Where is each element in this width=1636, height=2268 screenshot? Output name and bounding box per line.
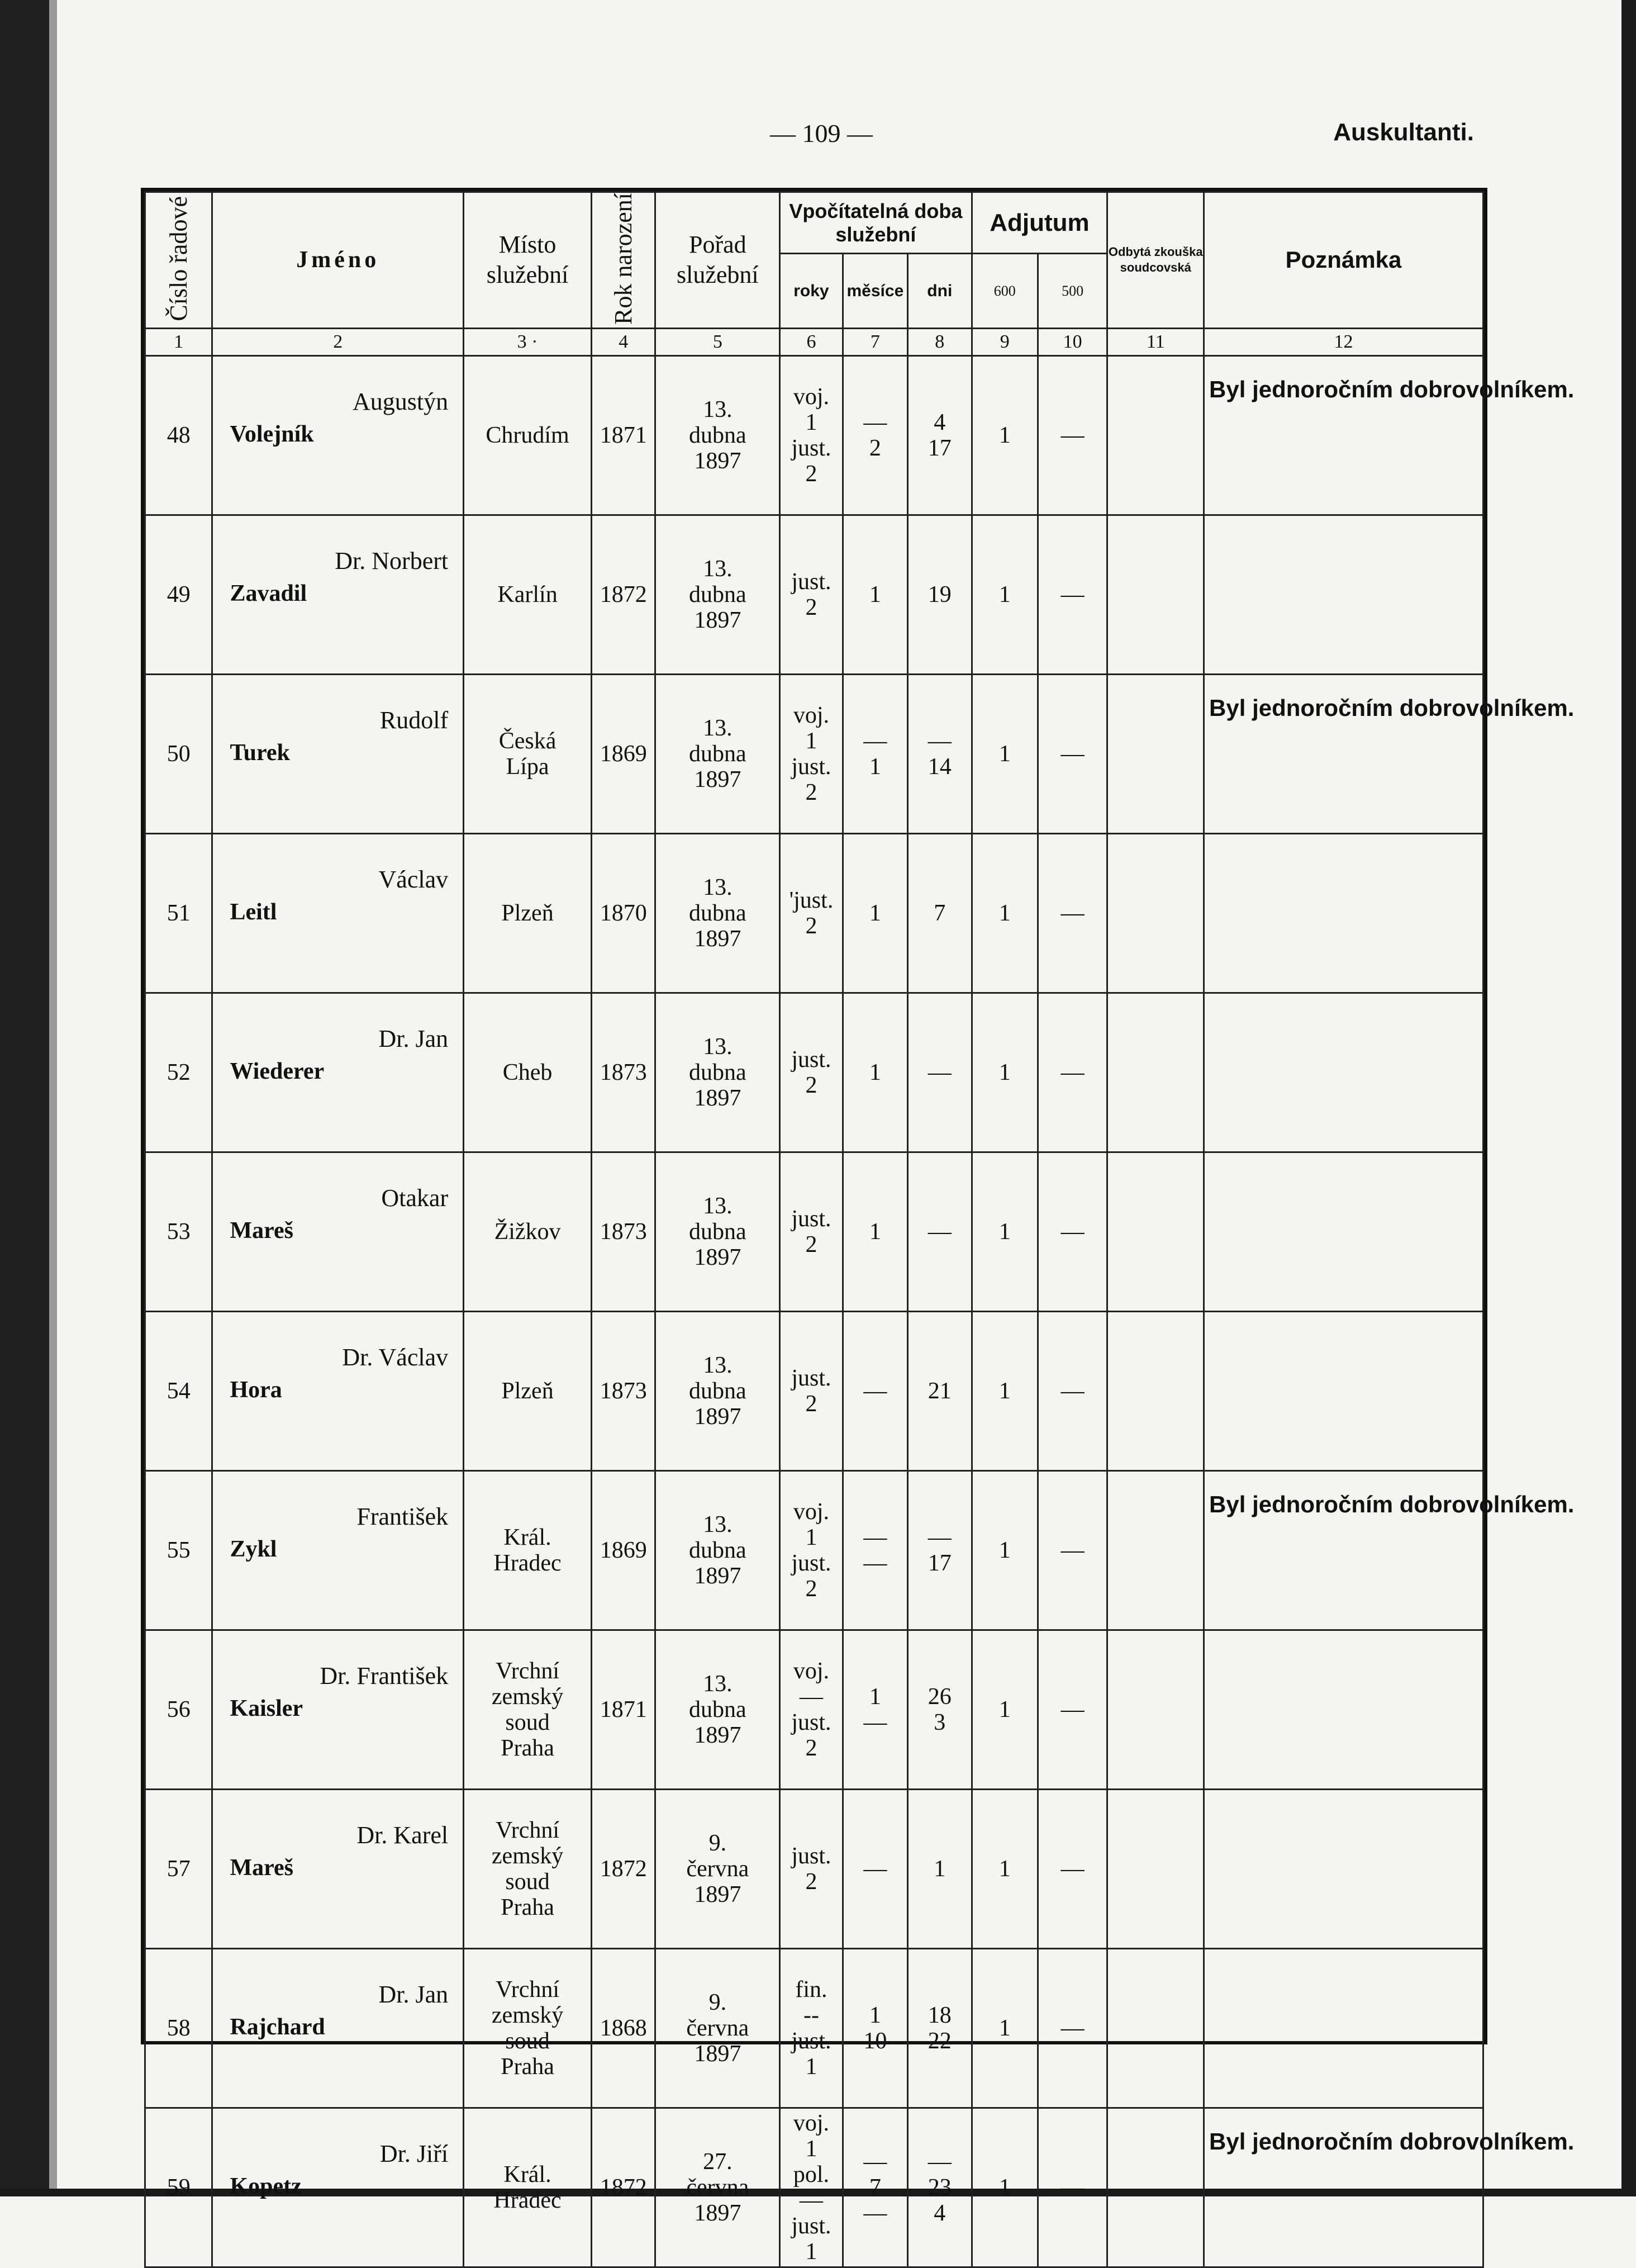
adjutum-500: — (1038, 993, 1107, 1152)
birth-year: 1873 (591, 993, 655, 1152)
service-date: 9. června 1897 (655, 1948, 780, 2108)
judge-exam (1107, 674, 1204, 833)
service-years: just. 2 (780, 515, 843, 674)
name-cell (212, 1948, 464, 2108)
header-cislo: Číslo řadové (145, 192, 212, 329)
service-months: 1 10 (843, 1948, 907, 2108)
surname: Turek (230, 739, 290, 766)
name-cell (212, 1311, 464, 1470)
table-row (145, 993, 1483, 1152)
service-date: 13. dubna 1897 (655, 355, 780, 515)
header-jmeno: Jméno (212, 192, 464, 329)
place-of-service: Karlín (464, 515, 592, 674)
judge-exam (1107, 1152, 1204, 1311)
header-rok: Rok narození (591, 192, 655, 329)
service-months: — (843, 1789, 907, 1948)
surname: Wiederer (230, 1058, 325, 1084)
service-days: — 14 (908, 674, 972, 833)
service-years: voj. 1 just. 2 (780, 355, 843, 515)
service-years: fin. -- just. 1 (780, 1948, 843, 2108)
section-title: Auskultanti. (1333, 118, 1474, 146)
given-name: František (356, 1502, 449, 1530)
birth-year: 1871 (591, 355, 655, 515)
birth-year: 1870 (591, 833, 655, 993)
place-of-service: Král. Hradec (464, 1470, 592, 1630)
service-days: — (908, 993, 972, 1152)
page-number: — 109 — (770, 119, 873, 148)
row-number: 52 (145, 993, 212, 1152)
service-days: 1 (908, 1789, 972, 1948)
judge-exam (1107, 833, 1204, 993)
service-date: 13. dubna 1897 (655, 1152, 780, 1311)
service-months: — 1 (843, 674, 907, 833)
service-years: voj. 1 pol. — just. 1 (780, 2108, 843, 2267)
surname: Kopetz (230, 2173, 302, 2199)
header-doba: Vpočítatelná doba služební (780, 192, 972, 254)
service-years: voj. — just. 2 (780, 1630, 843, 1789)
name-cell (212, 674, 464, 833)
surname: Kaisler (230, 1695, 303, 1721)
place-of-service: Žižkov (464, 1152, 592, 1311)
service-date: 13. dubna 1897 (655, 515, 780, 674)
remark (1204, 833, 1483, 993)
service-years: just. 2 (780, 1152, 843, 1311)
scan-edge-shadow (49, 0, 57, 2196)
service-date: 9. června 1897 (655, 1789, 780, 1948)
table-row (145, 1470, 1483, 1630)
row-number: 57 (145, 1789, 212, 1948)
place-of-service: Vrchní zemský soud Praha (464, 1789, 592, 1948)
service-years: just. 2 (780, 993, 843, 1152)
birth-year: 1869 (591, 674, 655, 833)
surname: Volejník (230, 421, 314, 447)
surname: Mareš (230, 1217, 293, 1244)
service-years: just. 2 (780, 1789, 843, 1948)
given-name: Otakar (381, 1184, 449, 1212)
remark (1204, 1152, 1483, 1311)
judge-exam (1107, 993, 1204, 1152)
adjutum-600: 1 (972, 515, 1038, 674)
header-poznamka: Poznámka (1204, 192, 1483, 329)
name-cell (212, 2108, 464, 2267)
birth-year: 1872 (591, 515, 655, 674)
surname: Hora (230, 1377, 282, 1403)
colnum-8: 8 (908, 328, 972, 355)
remark: Byl jednoročním dobrovolníkem. (1204, 1470, 1483, 1630)
adjutum-600: 1 (972, 993, 1038, 1152)
surname: Leitl (230, 899, 277, 925)
service-months: 1 (843, 833, 907, 993)
adjutum-500: — (1038, 674, 1107, 833)
row-number: 58 (145, 1948, 212, 2108)
row-number: 54 (145, 1311, 212, 1470)
table-row (145, 355, 1483, 515)
surname: Zykl (230, 1536, 277, 1562)
header-odbyta: Odbytá zkouška soudcovská (1107, 192, 1204, 329)
judge-exam (1107, 515, 1204, 674)
name-cell (212, 1630, 464, 1789)
service-date: 13. dubna 1897 (655, 674, 780, 833)
adjutum-600: 1 (972, 2108, 1038, 2267)
row-number: 55 (145, 1470, 212, 1630)
colnum-6: 6 (780, 328, 843, 355)
name-cell (212, 355, 464, 515)
remark: Byl jednoročním dobrovolníkem. (1204, 355, 1483, 515)
remark (1204, 1789, 1483, 1948)
place-of-service: Plzeň (464, 1311, 592, 1470)
service-months: 1 (843, 515, 907, 674)
row-number: 56 (145, 1630, 212, 1789)
row-number: 50 (145, 674, 212, 833)
service-years: just. 2 (780, 1311, 843, 1470)
judge-exam (1107, 2108, 1204, 2267)
header-600: 600 (972, 254, 1038, 328)
given-name: Dr. Norbert (335, 547, 449, 575)
birth-year: 1872 (591, 1789, 655, 1948)
service-months: — 2 (843, 355, 907, 515)
header-500: 500 (1038, 254, 1107, 328)
colnum-3: 3 · (464, 328, 592, 355)
header-adjutum: Adjutum (972, 192, 1107, 254)
surname: Mareš (230, 1854, 293, 1881)
given-name: Dr. Jan (378, 1980, 449, 2008)
place-of-service: Chrudím (464, 355, 592, 515)
colnum-7: 7 (843, 328, 907, 355)
adjutum-500: — (1038, 833, 1107, 993)
place-of-service: Král. Hradec (464, 2108, 592, 2267)
given-name: Augustýn (353, 387, 449, 415)
birth-year: 1868 (591, 1948, 655, 2108)
adjutum-600: 1 (972, 1630, 1038, 1789)
adjutum-600: 1 (972, 674, 1038, 833)
adjutum-600: 1 (972, 355, 1038, 515)
header-dni: dni (908, 254, 972, 328)
row-number: 53 (145, 1152, 212, 1311)
table-row (145, 674, 1483, 833)
place-of-service: Vrchní zemský soud Praha (464, 1948, 592, 2108)
judge-exam (1107, 355, 1204, 515)
scan-edge-left (0, 0, 49, 2196)
service-months: — — (843, 1470, 907, 1630)
table-row (145, 1948, 1483, 2108)
judge-exam (1107, 1311, 1204, 1470)
given-name: Dr. Karel (356, 1821, 449, 1849)
table-row (145, 1311, 1483, 1470)
header-misto: Místo služební (464, 192, 592, 329)
birth-year: 1873 (591, 1152, 655, 1311)
column-number-row (145, 328, 1483, 355)
header-mesice: měsíce (843, 254, 907, 328)
colnum-11: 11 (1107, 328, 1204, 355)
service-date: 27. června 1897 (655, 2108, 780, 2267)
colnum-5: 5 (655, 328, 780, 355)
adjutum-600: 1 (972, 1789, 1038, 1948)
service-months: 1 — (843, 1630, 907, 1789)
given-name: Dr. Jan (378, 1024, 449, 1052)
service-date: 13. dubna 1897 (655, 1311, 780, 1470)
place-of-service: Cheb (464, 993, 592, 1152)
adjutum-500: — (1038, 1152, 1107, 1311)
birth-year: 1869 (591, 1470, 655, 1630)
place-of-service: Plzeň (464, 833, 592, 993)
row-number: 59 (145, 2108, 212, 2267)
service-date: 13. dubna 1897 (655, 833, 780, 993)
name-cell (212, 833, 464, 993)
remark (1204, 993, 1483, 1152)
service-months: — 7 — (843, 2108, 907, 2267)
given-name: Dr. Jiří (379, 2139, 449, 2167)
adjutum-500: — (1038, 1948, 1107, 2108)
given-name: Václav (378, 865, 449, 893)
judge-exam (1107, 1470, 1204, 1630)
judge-exam (1107, 1948, 1204, 2108)
remark: Byl jednoročním dobrovolníkem. (1204, 2108, 1483, 2267)
register-table (141, 188, 1575, 2265)
colnum-2: 2 (212, 328, 464, 355)
adjutum-600: 1 (972, 1948, 1038, 2108)
adjutum-500: — (1038, 1311, 1107, 1470)
service-months: 1 (843, 993, 907, 1152)
remark (1204, 1630, 1483, 1789)
adjutum-600: 1 (972, 1311, 1038, 1470)
service-days: — 17 (908, 1470, 972, 1630)
birth-year: 1871 (591, 1630, 655, 1789)
adjutum-600: 1 (972, 1470, 1038, 1630)
table-row (145, 1789, 1483, 1948)
surname: Zavadil (230, 580, 307, 606)
adjutum-500: — (1038, 1789, 1107, 1948)
surname: Rajchard (230, 2014, 325, 2040)
birth-year: 1873 (591, 1311, 655, 1470)
birth-year: 1872 (591, 2108, 655, 2267)
service-days: 26 3 (908, 1630, 972, 1789)
name-cell (212, 515, 464, 674)
service-days: 7 (908, 833, 972, 993)
remark: Byl jednoročním dobrovolníkem. (1204, 674, 1483, 833)
service-years: voj. 1 just. 2 (780, 1470, 843, 1630)
header-roky: roky (780, 254, 843, 328)
remark (1204, 515, 1483, 674)
judge-exam (1107, 1630, 1204, 1789)
place-of-service: Česká Lípa (464, 674, 592, 833)
table-row (145, 1152, 1483, 1311)
table-row (145, 833, 1483, 993)
service-date: 13. dubna 1897 (655, 993, 780, 1152)
given-name: Rudolf (379, 706, 449, 734)
service-days: — 23 4 (908, 2108, 972, 2267)
name-cell (212, 993, 464, 1152)
place-of-service: Vrchní zemský soud Praha (464, 1630, 592, 1789)
given-name: Dr. Václav (342, 1343, 449, 1371)
adjutum-500: — (1038, 1630, 1107, 1789)
name-cell (212, 1470, 464, 1630)
row-number: 48 (145, 355, 212, 515)
table-row (145, 515, 1483, 674)
header-porad: Pořad služební (655, 192, 780, 329)
adjutum-500: — (1038, 355, 1107, 515)
adjutum-500: — (1038, 1470, 1107, 1630)
adjutum-600: 1 (972, 833, 1038, 993)
adjutum-500: — (1038, 515, 1107, 674)
adjutum-600: 1 (972, 1152, 1038, 1311)
colnum-1: 1 (145, 328, 212, 355)
given-name: Dr. František (320, 1662, 449, 1690)
table-row (145, 2108, 1483, 2267)
colnum-9: 9 (972, 328, 1038, 355)
service-days: 19 (908, 515, 972, 674)
scan-edge-right (1621, 0, 1636, 2196)
name-cell (212, 1789, 464, 1948)
remark (1204, 1311, 1483, 1470)
service-months: — (843, 1311, 907, 1470)
service-years: 'just. 2 (780, 833, 843, 993)
service-days: 4 17 (908, 355, 972, 515)
remark (1204, 1948, 1483, 2108)
row-number: 49 (145, 515, 212, 674)
colnum-10: 10 (1038, 328, 1107, 355)
service-days: 18 22 (908, 1948, 972, 2108)
name-cell (212, 1152, 464, 1311)
table-row (145, 1630, 1483, 1789)
adjutum-500: — (1038, 2108, 1107, 2267)
service-years: voj. 1 just. 2 (780, 674, 843, 833)
row-number: 51 (145, 833, 212, 993)
service-months: 1 (843, 1152, 907, 1311)
colnum-12: 12 (1204, 328, 1483, 355)
service-days: 21 (908, 1311, 972, 1470)
service-date: 13. dubna 1897 (655, 1630, 780, 1789)
judge-exam (1107, 1789, 1204, 1948)
service-days: — (908, 1152, 972, 1311)
colnum-4: 4 (591, 328, 655, 355)
service-date: 13. dubna 1897 (655, 1470, 780, 1630)
